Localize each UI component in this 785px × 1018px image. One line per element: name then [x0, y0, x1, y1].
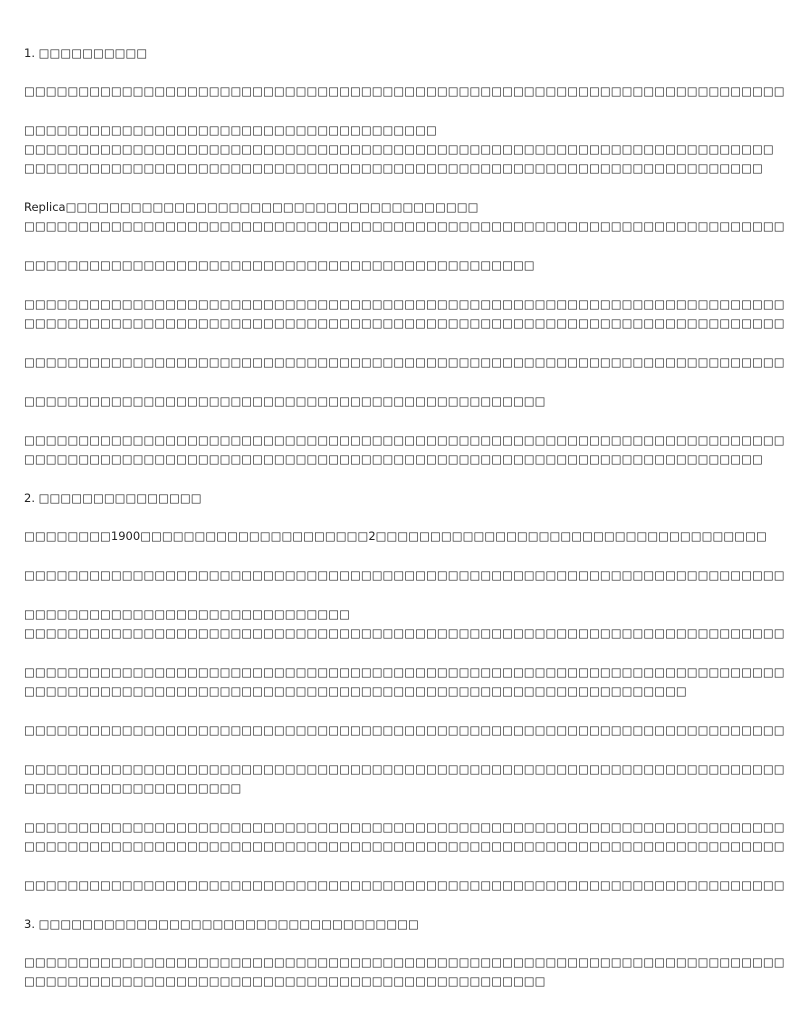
text-line: □□□□□□□□□□□□□□□□□□□□□□□□□□□□□□□□□□□□□□□□□□□□□□□□□□□□□□□□□□□□□□□□□□□□□□	[24, 355, 785, 369]
text-line: □□□□□□□□□□□□□□□□□□□□□□□□□□□□□□□□□□□□□□□□□□□□□□□□□□□□□□□□□□□□□□□□□□□□□□	[24, 626, 785, 640]
paragraph	[24, 876, 785, 895]
paragraph	[24, 295, 785, 333]
text-line: □□□□□□□□□□□□□□□□□□□□□□□□□□□□□□□□□□□□□□□□□□□□□□□□□□□□□□□□□□□□□□□□□□□□□□	[24, 762, 785, 776]
section-heading: 2. □□□□□□□□□□□□□□□	[24, 491, 202, 505]
text-line: □□□□□□□□□□□□□□□□□□□□□□□□□□□□□□□□□□□□□□□□□□□□□□□□□□□□□□□□□□□□□□□□□□□□	[24, 452, 763, 466]
text-line: □□□□□□□□□□□□□□□□□□□□□□□□□□□□□□□□□□□□□□□□□□□□□□□□□□□□□□□□□□□□□□□□□□□□□□	[24, 955, 785, 969]
text-line: □□□□□□□□□□□□□□□□□□□□□□□□□□□□□□□□□□□□□□□□□□□□□□□□□□□□□□□□□□□□□	[24, 684, 687, 698]
text-line: □□□□□□□□□□□□□□□□□□□□□□□□□□□□□□□□□□□□□□□□□□□□□□□□□□□□□□□□□□□□□□□□□□□□□□	[24, 84, 785, 98]
text-line: □□□□□□□□□□□□□□□□□□□□□□□□□□□□□□□□□□□□□□□□□□□□□□□□□□□□□□□□□□□□□□□□□□□□□□	[24, 820, 785, 834]
paragraph	[24, 566, 785, 585]
paragraph	[24, 82, 785, 101]
paragraph	[24, 818, 785, 856]
section-heading: 3. □□□□□□□□□□□□□□□□□□□□□□□□□□□□□□□□□□□	[24, 917, 419, 931]
text-line: □□□□□□□□□□□□□□□□□□□□□□□□□□□□□□□□□□□□□□□□□□□□□□□□□□□□□□□□□□□□□□□□□□□□□□	[24, 433, 785, 447]
text-line: □□□□□□□□□□□□□□□□□□□□□□□□□□□□□□□□□□□□□□□□□□□□□□□□	[24, 394, 546, 408]
text-line: □□□□□□□□□□□□□□□□□□□□□□□□□□□□□□□□□□□□□□□□□□□□□□□□□□□□□□□□□□□□□□□□□□□□□□	[24, 878, 785, 892]
text-line: □□□□□□□□□□□□□□□□□□□□□□□□□□□□□□□□□□□□□□□□□□□□□□□□□□□□□□□□□□□□□□□□□□□□□□	[24, 219, 785, 233]
section-1	[24, 44, 785, 469]
paragraph	[24, 392, 696, 411]
text-line: Replica□□□□□□□□□□□□□□□□□□□□□□□□□□□□□□□□□□□□□□	[24, 200, 479, 214]
text-line: □□□□□□□□□□□□□□□□□□□□□□□□□□□□□□□□□□□□□□□□□□□□□□□□□□□□□□□□□□□□□□□□□□□□□	[24, 142, 774, 156]
text-line: □□□□□□□□□□□□□□□□□□□□□□□□□□□□□□□□□□□□□□□□□□□□□□□□□□□□□□□□□□□□□□□□□□□□□□	[24, 723, 785, 737]
paragraph	[24, 198, 785, 236]
text-line: □□□□□□□□□□□□□□□□□□□□□□□□□□□□□□	[24, 607, 350, 621]
text-line: □□□□□□□□□□□□□□□□□□□□□□□□□□□□□□□□□□□□□□□□□□□□□□□□□□□□□□□□□□□□□□□□□□□□	[24, 161, 763, 175]
text-line: □□□□□□□□□□□□□□□□□□□□□□□□□□□□□□□□□□□□□□□□□□□□□□□□□□□□□□□□□□□□□□□□□□□□□□	[24, 568, 785, 582]
section-2	[24, 489, 785, 895]
text-line: □□□□□□□□□□□□□□□□□□□□□□□□□□□□□□□□□□□□□□□□□□□□□□□	[24, 258, 535, 272]
text-line: □□□□□□□□1900□□□□□□□□□□□□□□□□□□□□□2□□□□□□□□□□□□□□□□□□□□□□□□□□□□□□□□□□□□	[24, 529, 767, 543]
text-line: □□□□□□□□□□□□□□□□□□□□□□□□□□□□□□□□□□□□□□□□□□□□□□□□□□□□□□□□□□□□□□□□□□□□□□	[24, 665, 785, 679]
paragraph	[24, 527, 767, 546]
paragraph	[24, 605, 785, 643]
text-line: □□□□□□□□□□□□□□□□□□□□□□□□□□□□□□□□□□□□□□	[24, 123, 437, 137]
paragraph	[24, 953, 785, 991]
paragraph	[24, 121, 774, 178]
paragraph	[24, 256, 696, 275]
paragraph	[24, 721, 785, 740]
text-line: □□□□□□□□□□□□□□□□□□□□□□□□□□□□□□□□□□□□□□□□□□□□□□□□	[24, 974, 546, 988]
text-line: □□□□□□□□□□□□□□□□□□□□□□□□□□□□□□□□□□□□□□□□□□□□□□□□□□□□□□□□□□□□□□□□□□□□□□	[24, 839, 785, 853]
paragraph	[24, 663, 785, 701]
document-page	[24, 44, 785, 1011]
text-line: □□□□□□□□□□□□□□□□□□□□	[24, 781, 242, 795]
section-3	[24, 915, 785, 991]
paragraph	[24, 760, 785, 798]
text-line: □□□□□□□□□□□□□□□□□□□□□□□□□□□□□□□□□□□□□□□□□□□□□□□□□□□□□□□□□□□□□□□□□□□□□□	[24, 316, 785, 330]
paragraph	[24, 353, 785, 372]
section-heading: 1. □□□□□□□□□□	[24, 46, 148, 60]
text-line: □□□□□□□□□□□□□□□□□□□□□□□□□□□□□□□□□□□□□□□□□□□□□□□□□□□□□□□□□□□□□□□□□□□□□□	[24, 297, 785, 311]
paragraph	[24, 431, 785, 469]
